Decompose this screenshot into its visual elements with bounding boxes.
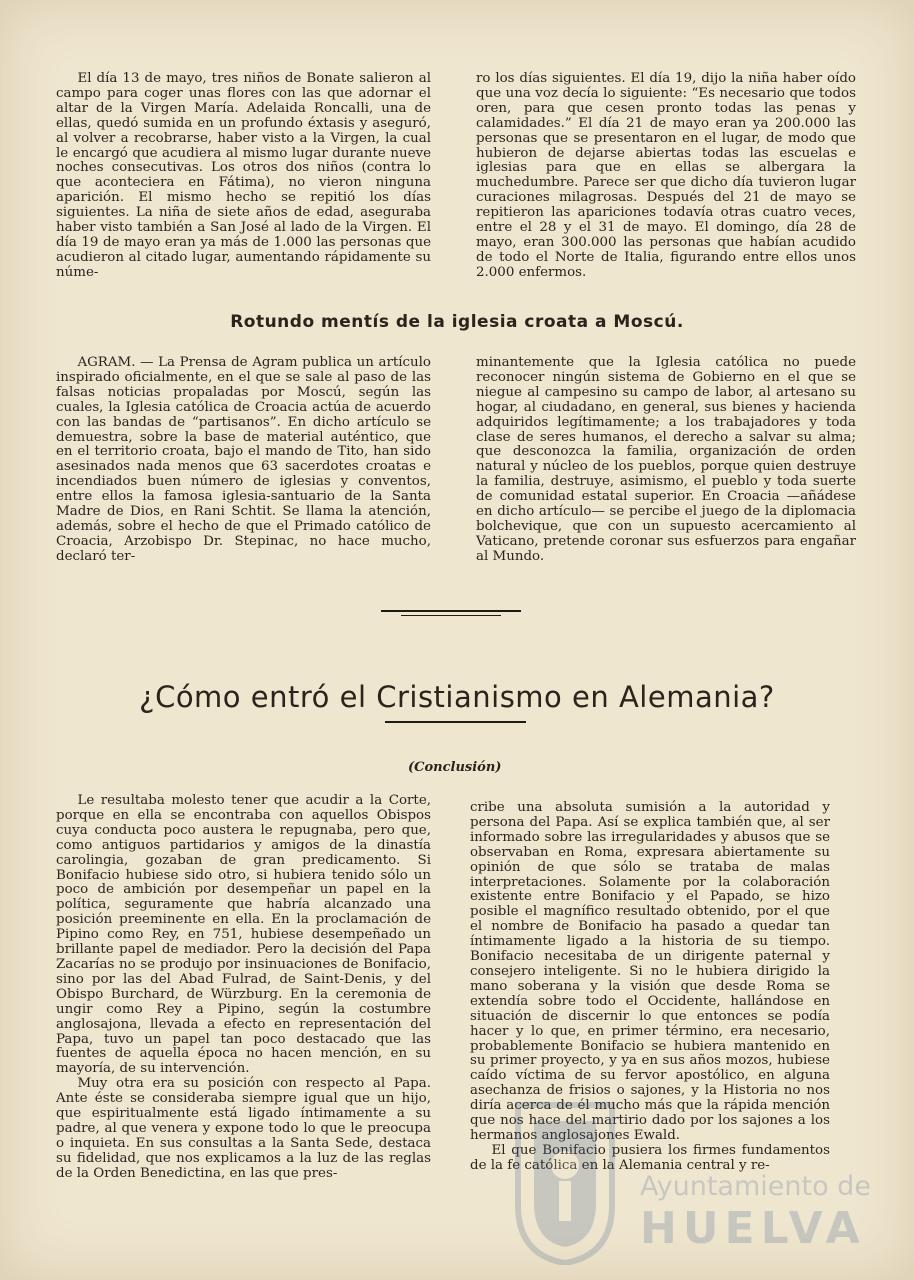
paragraph: minantemente que la Iglesia católica no puede reconocer ningún sistema de Gobierno en el que se niegue al campesino su campo de labor, al artesano su hogar, al ciudadano, en general, sus bienes y hacienda adquiridos legítimamente; a los trabajadores y toda clase de seres humanos, el derecho a salvar su alma; que desconozca la familia, organización de orden natural y núcleo de los pueblos, porque quien destruye la familia, destruye, asimismo, el pueblo y toda suerte de comunidad estatal superior. En Croacia —añádese en dicho artículo— se percibe el juego de la diplomacia bolchevique, que con un supuesto acercamiento al Vaticano, pretende coronar sus esfuerzos para engañar al Mundo. <box>476 355 856 564</box>
heading-croatia: Rotundo mentís de la iglesia croata a Moscú. <box>230 312 684 332</box>
watermark-line1: Ayuntamiento de <box>640 1171 871 1202</box>
paragraph: cribe una absoluta sumisión a la autoridad y persona del Papa. Así se explica también que, al ser informado sobre las irregularidades y abusos que se observaban en Roma, expresara abiertamente su opinión de que sólo se trataba de malas interpretaciones. Solamente por la colaboración existente entre Bonifacio y el Papado, se hizo posible el magnífico resultado obtenido, por el que el nombre de Bonifacio ha pasado a quedar tan íntimamente ligado a la historia de su tiempo. Bonifacio necesitaba de un dirigente paternal y consejero inteligente. Si no le hubiera dirigido la mano soberana y la visión que desde Roma se extendía sobre todo el Occidente, hallándose en situación de discernir lo que entonces se podía hacer y lo que, en primer término, era necesario, probablemente Bonifacio se hubiera mantenido en su primer proyecto, y ya en sus años mozos, hubiese caído víctima de su fervor apostólico, en alguna asechanza de frisios o sajones, y la Historia no nos diría acerca de él mucho más que la rápida mención que nos hace del martirio dado por los sajones a los hermanos anglosajones Ewald. <box>470 800 830 1143</box>
paragraph: Le resultaba molesto tener que acudir a la Corte, porque en ella se encontraba con aquellos Obispos cuya conducta poco austera le repugnaba, pero que, como antiguos partidarios y amigos de la dinastía carolingia, gozaban de gran predicamento. Si Bonifacio hubiese sido otro, si hubiera tenido sólo un poco de ambición por desempeñar un papel en la política, seguramente que habría alcanzado una posición preeminente en ella. En la proclamación de Pipino como Rey, en 751, hubiese desempeñado un brillante papel de mediador. Pero la decisión del Papa Zacarías no se produjo por insinuaciones de Bonifacio, sino por las del Abad Fulrad, de Saint-Denis, y del Obispo Burchard, de Würzburg. En la ceremonia de ungir como Rey a Pipino, según la costumbre anglosajona, llevada a efecto en representación del Papa, tuvo un papel tan poco destacado que las fuentes de aquella época no hacen mención, en su mayoría, de su intervención. <box>56 793 431 1077</box>
section-divider <box>381 610 521 618</box>
paragraph: Muy otra era su posición con respecto al Papa. Ante éste se consideraba siempre igual que un hijo, que espiritualmente está ligado íntimamente a su padre, al que venera y expone todo lo que le preocupa o inquieta. En sus consultas a la Santa Sede, destaca su fidelidad, que nos explicamos a la luz de las reglas de la Orden Benedictina, en las que pres- <box>56 1076 431 1181</box>
article-croatia-col1 <box>56 356 431 565</box>
article-croatia-col2 <box>476 356 856 565</box>
title-underline <box>385 721 526 723</box>
title-germany: ¿Cómo entró el Cristianismo en Alemania? <box>139 680 775 714</box>
paragraph: El día 13 de mayo, tres niños de Bonate salieron al campo para coger unas flores con las que adornar el altar de la Virgen María. Adelaida Roncalli, una de ellas, quedó sumida en un profundo éxtasis y aseguró, al volver a recobrarse, haber visto a la Virgen, la cual le encargó que acudiera al mismo lugar durante nueve noches consecutivas. Los otros dos niños (contra lo que aconteciera en Fátima), no vieron ninguna aparición. El mismo hecho se repitió los días siguientes. La niña de siete años de edad, aseguraba haber visto también a San José al lado de la Virgen. El día 19 de mayo eran ya más de 1.000 las personas que acudieron al citado lugar, aumentando rápidamente su núme- <box>56 71 431 280</box>
paragraph: El que Bonifacio pusiera los firmes fundamentos de la fe católica en la Alemania central y re- <box>470 1142 830 1173</box>
paragraph: ro los días siguientes. El día 19, dijo la niña haber oído que una voz decía lo siguiente: “Es necesario que todos oren, para que cesen pronto todas las penas y calamidades.” El día 21 de mayo eran ya 200.000 las personas que se presentaron en el lugar, de modo que hubieron de dejarse abiertas todas las escuelas e iglesias para que en ellas se albergara la muchedumbre. Parece ser que dicho día tuvieron lugar curaciones milagrosas. Después del 21 de mayo se repitieron las apariciones todavía otras cuatro veces, entre el 28 y el 31 de mayo. El domingo, día 28 de mayo, eran 300.000 las personas que habían acudido de todo el Norte de Italia, figurando entre ellos unos 2.000 enfermos. <box>476 71 856 280</box>
article-bonate-col2 <box>476 72 856 281</box>
paragraph: AGRAM. — La Prensa de Agram publica un artículo inspirado oficialmente, en el que se sale al paso de las falsas noticias propaladas por Moscú, según las cuales, la Iglesia católica de Croacia actúa de acuerdo con las bandas de “partisanos”. En dicho artículo se demuestra, sobre la base de material auténtico, que en el territorio croata, bajo el mando de Tito, han sido asesinados nada menos que 63 sacerdotes croatas e incendiados buen número de iglesias y conventos, entre ellos la famosa iglesia-santuario de la Santa Madre de Dios, en Rani Schtit. Se llama la atención, además, sobre el hecho de que el Primado católico de Croacia, Arzobispo Dr. Stepinac, no hace mucho, declaró ter- <box>56 355 431 564</box>
article-bonate-col1 <box>56 72 431 281</box>
article-germany-col2 <box>470 801 830 1174</box>
watermark-line2: HUELVA <box>640 1203 866 1254</box>
subtitle-conclusion: (Conclusión) <box>408 760 502 775</box>
article-germany-col1 <box>56 794 431 1182</box>
